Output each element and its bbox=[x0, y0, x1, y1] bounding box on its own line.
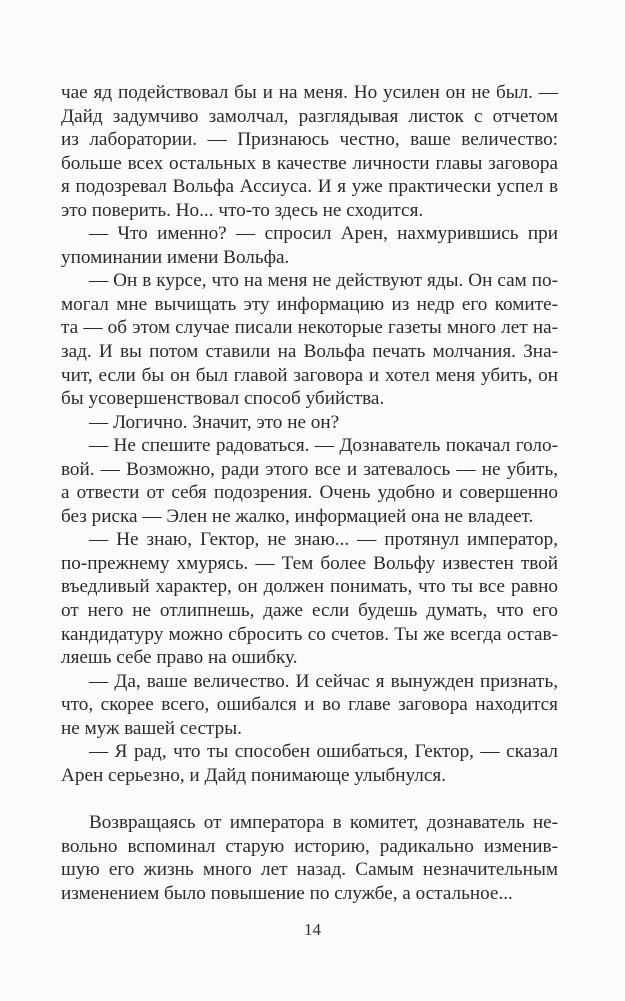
body-text bbox=[61, 81, 558, 905]
text-line: — Логично. Значит, это не он? bbox=[89, 411, 340, 433]
section-break bbox=[61, 787, 558, 811]
text-line: въедливый характер, он должен понимать, что ты все равно bbox=[61, 576, 558, 598]
text-line: что, скорее всего, ошибался и во главе заговора находится bbox=[61, 694, 558, 716]
text-line: чит, если бы он был главой заговора и хотел меня убить, он bbox=[61, 364, 558, 386]
text-line: больше всех остальных в качестве личности главы заговора bbox=[61, 152, 558, 174]
text-line: могал мне вычищать эту информацию из недр его комите- bbox=[61, 293, 558, 315]
text-line: а отвести от себя подозрения. Очень удобно и совершенно bbox=[61, 482, 558, 504]
text-line: вой. — Возможно, ради этого все и затевалось — не убить, bbox=[61, 458, 558, 480]
text-line: — Не знаю, Гектор, не знаю... — протянул император, bbox=[89, 529, 558, 551]
text-line: бы усовершенствовал способ убийства. bbox=[61, 388, 385, 410]
section-narration bbox=[61, 811, 558, 905]
text-line: Возвращаясь от императора в комитет, дознаватель не- bbox=[89, 811, 558, 833]
text-line: ляешь себе право на ошибку. bbox=[61, 647, 298, 669]
text-line: чае яд подействовал бы и на меня. Но усилен он не был. — bbox=[61, 82, 558, 103]
text-line: упоминании имени Вольфа. bbox=[61, 246, 290, 268]
text-line: изменением было повышение по службе, а остальное... bbox=[61, 882, 513, 904]
text-line: кандидатуру можно сбросить со счетов. Ты же всегда остав- bbox=[61, 623, 558, 645]
text-line: — Да, ваше величество. И сейчас я вынужден признать, bbox=[89, 670, 558, 692]
text-line: я подозревал Вольфа Ассиуса. И я уже практически успел в bbox=[61, 176, 558, 198]
text-line: из лаборатории. — Признаюсь честно, ваше величество: bbox=[61, 129, 558, 151]
text-line: по-прежнему хмурясь. — Тем более Вольфу известен твой bbox=[61, 552, 558, 574]
text-line: зад. И вы потом ставили на Вольфа печать молчания. Зна- bbox=[61, 341, 558, 363]
text-line: вольно вспоминал старую историю, радикально изменив- bbox=[61, 835, 558, 857]
text-line: — Не спешите радоваться. — Дознаватель покачал голо- bbox=[89, 435, 558, 457]
text-line: Арен серьезно, и Дайд понимающе улыбнулся. bbox=[61, 764, 446, 786]
text-line: от него не отлипнешь, даже если будешь думать, что его bbox=[61, 600, 558, 622]
text-line: шую его жизнь много лет назад. Самым незначительным bbox=[61, 859, 558, 881]
page-number: 14 bbox=[304, 920, 321, 939]
section-dialogue bbox=[61, 81, 558, 787]
text-line: — Что именно? — спросил Арен, нахмурившись при bbox=[89, 223, 558, 245]
text-line: Дайд задумчиво замолчал, разглядывая листок с отчетом bbox=[61, 105, 558, 127]
text-line: — Он в курсе, что на меня не действуют яды. Он сам по- bbox=[89, 270, 558, 292]
text-line: — Я рад, что ты способен ошибаться, Гектор, — сказал bbox=[89, 741, 558, 763]
text-line: та — об этом случае писали некоторые газеты много лет на- bbox=[61, 317, 558, 339]
text-line: без риска — Элен не жалко, информацией она не владеет. bbox=[61, 505, 534, 527]
text-line: это поверить. Но... что-то здесь не сходится. bbox=[61, 199, 424, 221]
text-line: не муж вашей сестры. bbox=[61, 717, 242, 739]
